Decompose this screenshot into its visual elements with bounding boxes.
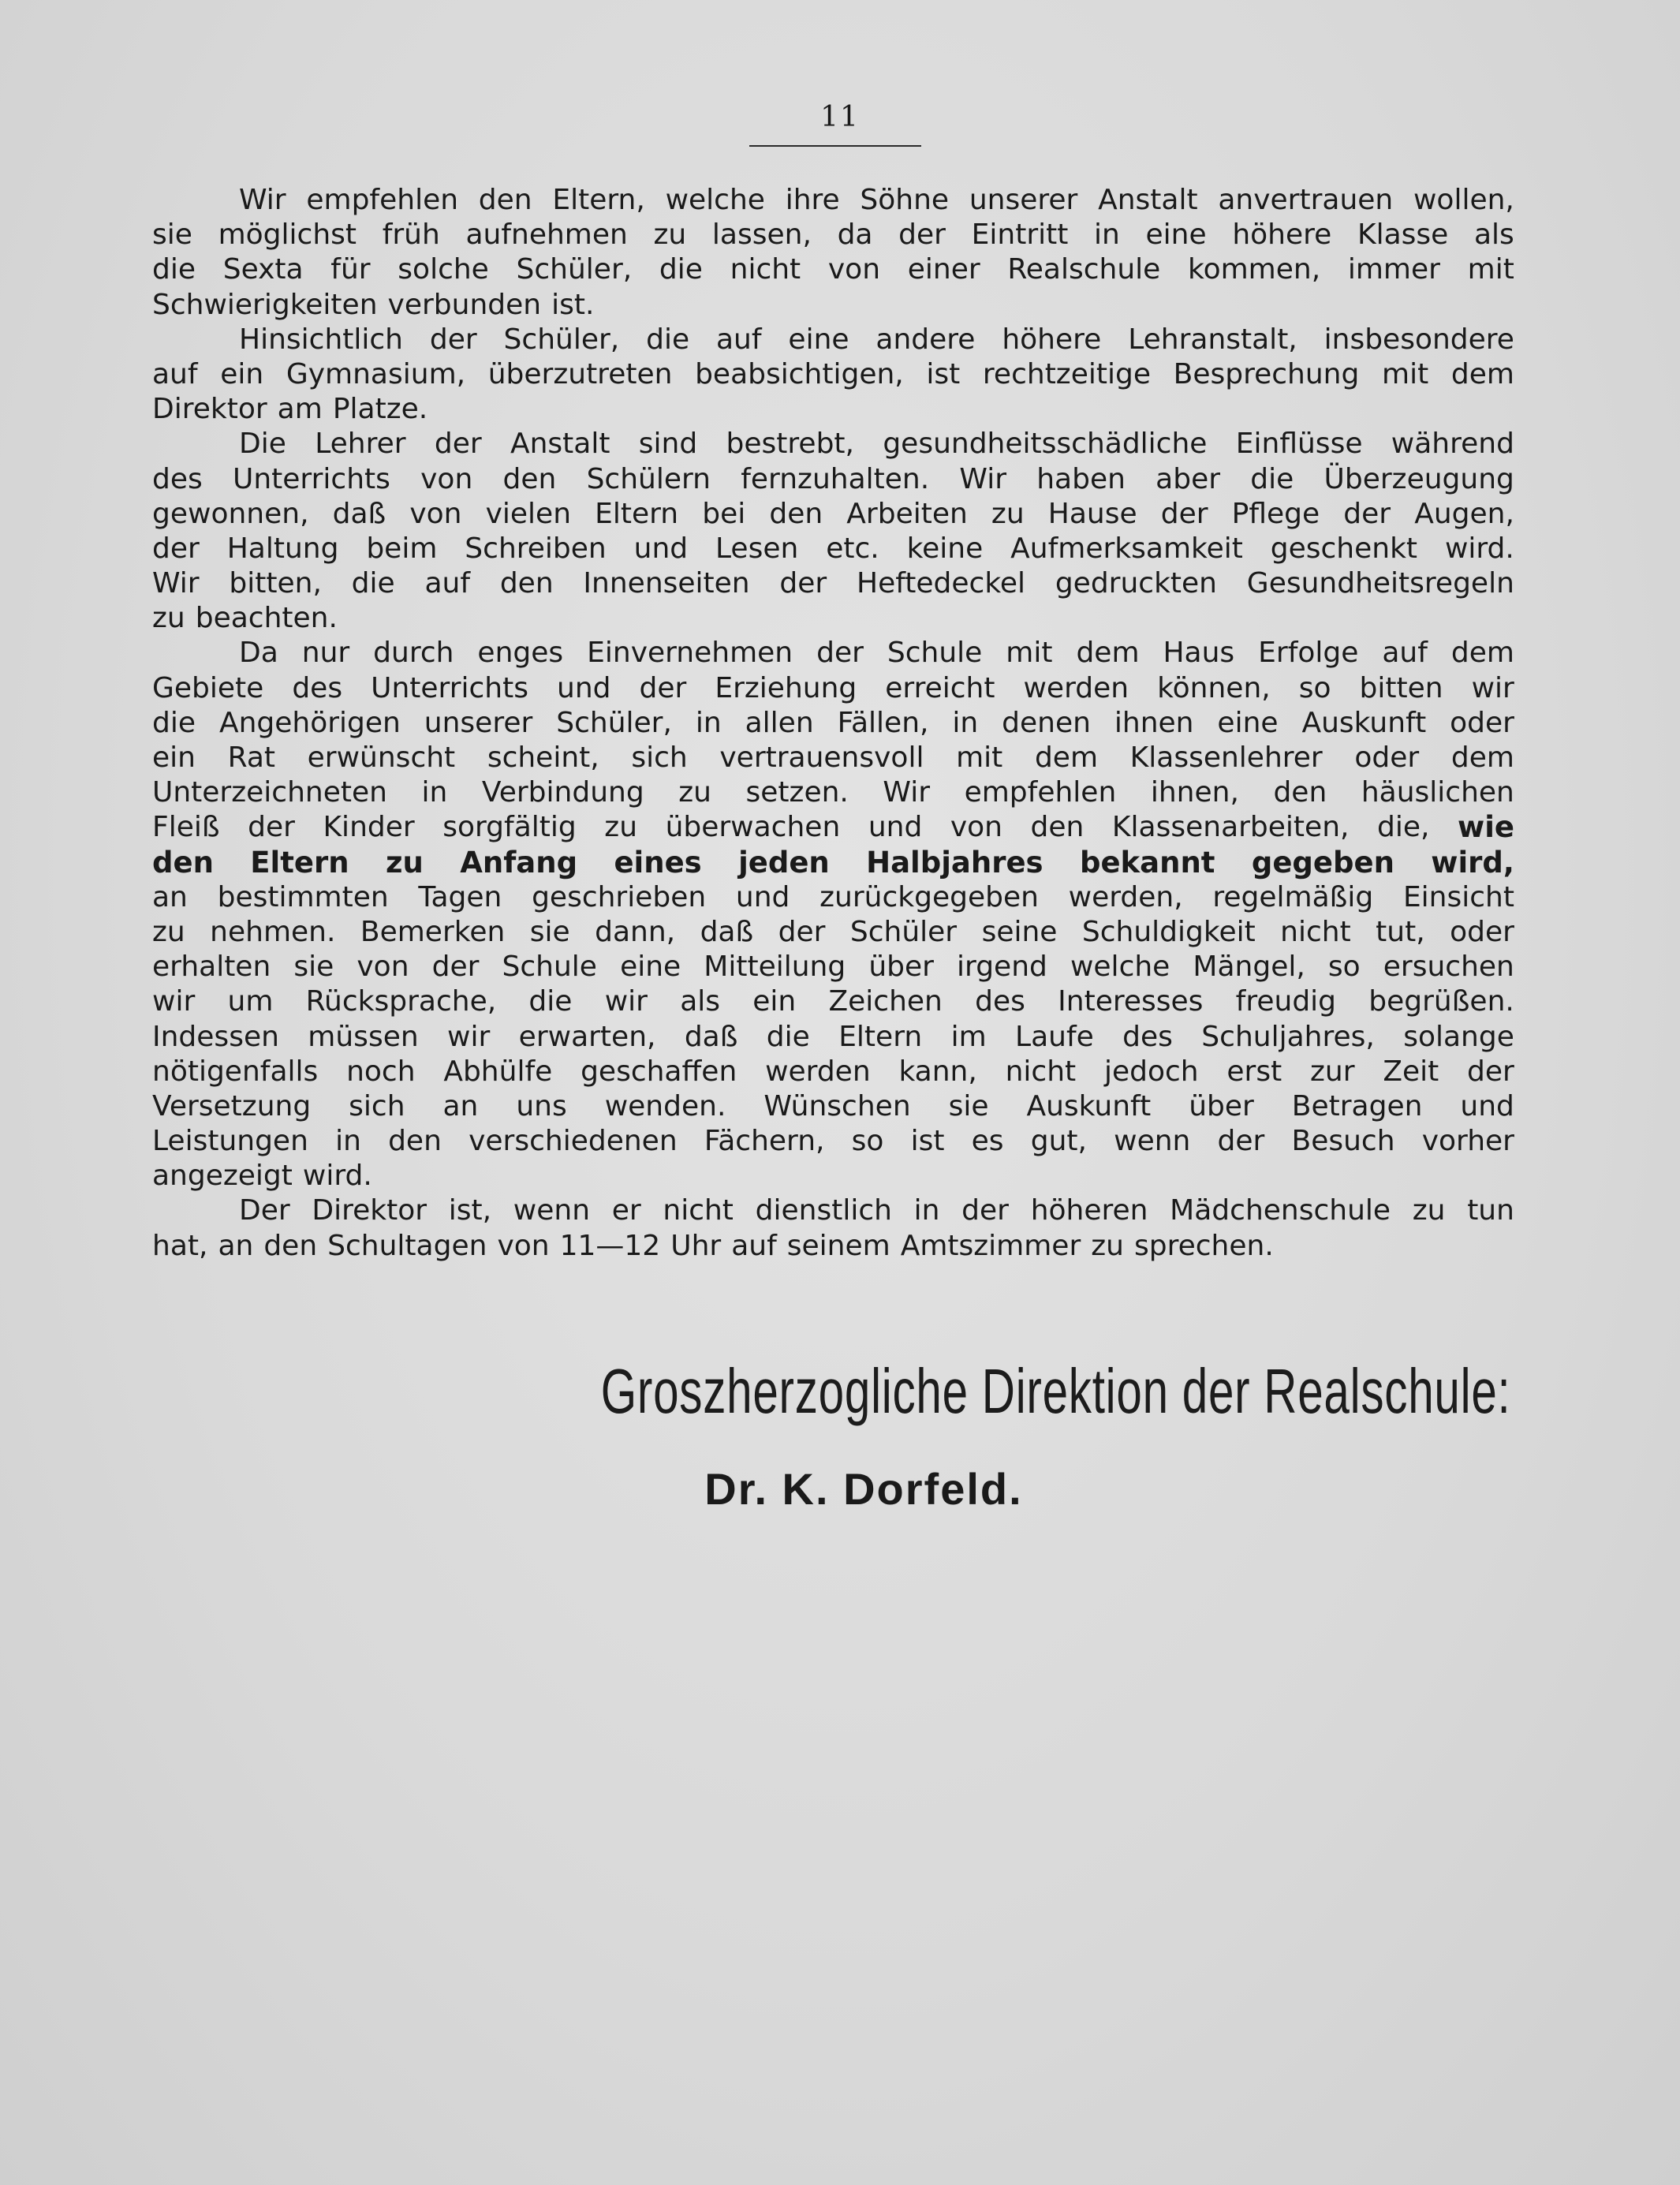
text-line: Hinsichtlich der Schüler, die auf eine andere höhere Lehranstalt, insbesondere: [239, 323, 1514, 356]
text-line: Da nur durch enges Einvernehmen der Schule mit dem Haus Erfolge auf dem: [239, 637, 1514, 670]
text-line: des Unterrichts von den Schülern fernzuhalten. Wir haben aber die Überzeugung: [152, 462, 1514, 495]
text-line: wir um Rücksprache, die wir als ein Zeichen des Interesses freudig begrüßen.: [152, 985, 1514, 1018]
text-line: Gebiete des Unterrichts und der Erziehung erreicht werden können, so bitten wir: [152, 671, 1514, 704]
text-line: Wir empfehlen den Eltern, welche ihre Söhne unserer Anstalt anvertrauen wollen,: [239, 184, 1514, 216]
text-line: auf ein Gymnasium, überzutreten beabsichtigen, ist rechtzeitige Besprechung mit dem: [152, 357, 1514, 390]
text-line: zu nehmen. Bemerken sie dann, daß der Schüler seine Schuldigkeit nicht tut, oder: [152, 915, 1514, 948]
text-line: sie möglichst früh aufnehmen zu lassen, da der Eintritt in eine höhere Klasse als: [152, 218, 1514, 252]
text-line: an bestimmten Tagen geschrieben und zurückgegeben werden, regelmäßig Einsicht: [152, 880, 1514, 913]
text-line: zu beachten.: [152, 602, 338, 635]
text-line: Leistungen in den verschiedenen Fächern, so ist es gut, wenn der Besuch vorher: [152, 1125, 1514, 1158]
text-line: Fleiß der Kinder sorgfältig zu überwachen und von den Klassenarbeiten, die, wie: [152, 810, 1514, 845]
text-line: die Sexta für solche Schüler, die nicht von einer Realschule kommen, immer mit: [152, 253, 1514, 286]
text-line: Unterzeichneten in Verbindung zu setzen. Wir empfehlen ihnen, den häuslichen: [152, 776, 1514, 809]
text-line: hat, an den Schultagen von 11—12 Uhr auf seinem Amtszimmer zu sprechen.: [152, 1229, 1274, 1262]
text-line: der Haltung beim Schreiben und Lesen etc. keine Aufmerksamkeit geschenkt wird.: [152, 532, 1514, 565]
text-line: Versetzung sich an uns wenden. Wünschen sie Auskunft über Betragen und: [152, 1089, 1514, 1122]
text-line: den Eltern zu Anfang eines jeden Halbjahres bekannt gegeben wird,: [152, 845, 1514, 880]
text-line: Direktor am Platze.: [152, 393, 428, 426]
text-line: ein Rat erwünscht scheint, sich vertrauensvoll mit dem Klassenlehrer oder dem: [152, 741, 1514, 774]
page-number: 11: [820, 101, 860, 133]
text-line: gewonnen, daß von vielen Eltern bei den Arbeiten zu Hause der Pflege der Augen,: [152, 497, 1514, 530]
text-line: Schwierigkeiten verbunden ist.: [152, 288, 595, 321]
signature: Dr. K. Dorfeld.: [704, 1464, 1023, 1514]
text-line: Wir bitten, die auf den Innenseiten der Heftedeckel gedruckten Gesundheitsregeln: [152, 567, 1514, 600]
text-line: Die Lehrer der Anstalt sind bestrebt, gesundheitsschädliche Einflüsse während: [239, 428, 1514, 461]
institution-closing: Groszherzogliche Direktion der Realschule:: [600, 1356, 1510, 1426]
text-line: Indessen müssen wir erwarten, daß die Eltern im Laufe des Schuljahres, solange: [152, 1020, 1514, 1053]
page-number-rule: [749, 145, 921, 147]
text-line: erhalten sie von der Schule eine Mitteilung über irgend welche Mängel, so ersuchen: [152, 951, 1514, 984]
text-line: nötigenfalls noch Abhülfe geschaffen werden kann, nicht jedoch erst zur Zeit der: [152, 1055, 1514, 1088]
text-line: Der Direktor ist, wenn er nicht dienstlich in der höheren Mädchenschule zu tun: [239, 1194, 1514, 1227]
text-line: die Angehörigen unserer Schüler, in allen Fällen, in denen ihnen eine Auskunft oder: [152, 706, 1514, 739]
body-text: [152, 183, 1514, 1264]
text-line: angezeigt wird.: [152, 1160, 372, 1193]
